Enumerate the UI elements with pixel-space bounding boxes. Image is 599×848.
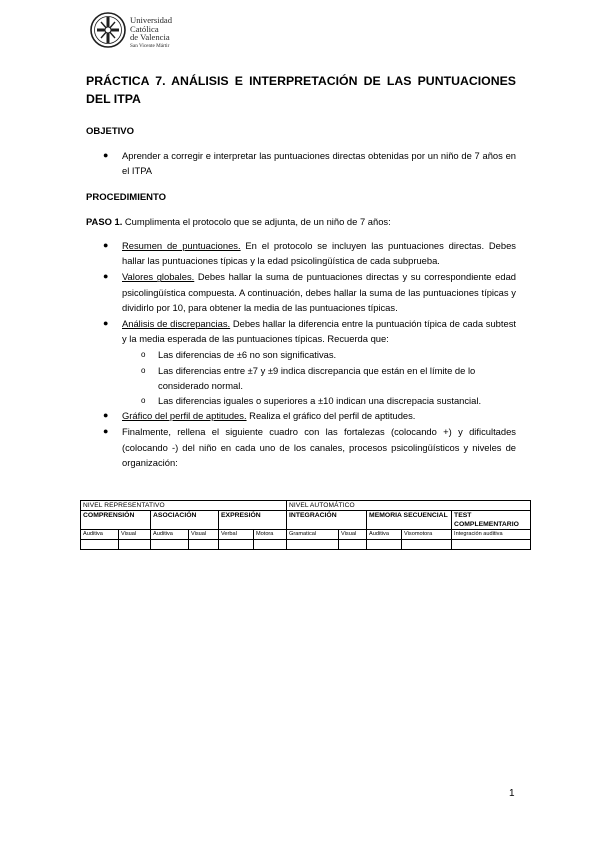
list-item [86,316,516,346]
step-text: En el protocolo se incluyen las puntuaciones directas. Debes hallar las puntuaciones típicas y la edad psicolingüística de cada subprueba. [122,240,516,267]
university-seal-icon [90,10,126,50]
step-title: Resumen de puntuaciones. [122,240,241,251]
channel-cell: Verbal [219,530,254,540]
page-title: PRÁCTICA 7. ANÁLISIS E INTERPRETACIÓN DE LAS PUNTUACIONES DEL ITPA [86,74,516,106]
channel-cell: Auditiva [81,530,119,540]
level-automatico-cell: NIVEL AUTOMÁTICO [287,501,531,511]
bullet-icon: ● [103,240,109,250]
table-row [81,511,531,530]
circle-bullet-icon: o [141,350,146,360]
empty-cell[interactable] [452,540,531,550]
empty-cell[interactable] [402,540,452,550]
process-cell-comprension: COMPRENSIÓN [81,511,151,530]
process-cell-asociacion: ASOCIACIÓN [151,511,219,530]
channel-cell: Visual [339,530,367,540]
step-title: Valores globales. [122,271,195,283]
step-text: Debes hallar la suma de puntuaciones directas y su correspondiente edad psicolingüística compuesta. A continuación, debes hallar la suma de las puntuaciones típicas y dividirlo por 10, para obtener la media de las puntuaciones típicas. [122,271,516,313]
step-text: Realiza el gráfico del perfil de aptitudes. [246,410,416,422]
list-item [86,238,516,268]
channel-cell: Visual [189,530,219,540]
strengths-weaknesses-table [80,500,531,550]
logo-line-4: San Vicente Mártir [130,42,170,49]
channel-cell: Auditiva [151,530,189,540]
table-row [81,540,531,550]
bullet-icon: ● [103,426,109,437]
channel-cell: Visomotora [402,530,452,540]
list-item [86,408,516,423]
procedimiento-heading: PROCEDIMIENTO [86,192,167,203]
circle-bullet-icon: o [141,396,146,406]
channel-cell: Gramatical [287,530,339,540]
channel-cell: Motora [254,530,287,540]
empty-cell[interactable] [81,540,119,550]
empty-cell[interactable] [219,540,254,550]
list-item [86,269,516,315]
university-logo [90,10,220,54]
sub-item-text: Las diferencias iguales o superiores a ±10 indican una discrepacia sustancial. [158,395,482,407]
step-text: Debes hallar la diferencia entre la puntuación típica de cada subtest y la media esperada de las puntuaciones típicas. Recuerda que: [122,318,516,345]
table-row [81,501,531,511]
paso-label: PASO 1. [86,216,123,227]
empty-cell[interactable] [287,540,339,550]
process-cell-integracion: INTEGRACIÓN [287,511,367,530]
bullet-icon: ● [103,410,109,421]
level-representativo-cell: NIVEL REPRESENTATIVO [81,501,287,511]
empty-cell[interactable] [189,540,219,550]
empty-cell[interactable] [339,540,367,550]
step-title: Análisis de discrepancias. [122,318,231,330]
bullet-icon: ● [103,271,109,282]
step-title: Gráfico del perfil de aptitudes. [122,410,247,422]
process-cell-test: TEST COMPLEMENTARIO [452,511,531,530]
logo-line-3: de Valencia [130,32,170,42]
circle-bullet-icon: o [141,365,146,375]
logo-line-1: Universidad [130,15,173,25]
objetivo-heading: OBJETIVO [86,126,135,137]
sub-list-item [86,393,516,408]
objetivo-list [86,148,516,178]
empty-cell[interactable] [367,540,402,550]
bullet-icon: ● [103,150,109,160]
process-cell-expresion: EXPRESIÓN [219,511,287,530]
step-text: Finalmente, rellena el siguiente cuadro con las fortalezas (colocando +) y dificultades (colocando -) del niño en cada uno de los canales, procesos psicolingüísticos y niveles de organización: [122,426,516,468]
channel-cell: Auditiva [367,530,402,540]
sub-item-text: Las diferencias entre ±7 y ±9 indica discrepancia que están en el límite de lo considerado normal. [158,364,476,391]
empty-cell[interactable] [151,540,189,550]
sub-item-text: Las diferencias de ±6 no son significativas. [158,349,337,361]
table-row [81,530,531,540]
list-item [86,424,516,470]
channel-cell: Visual [119,530,151,540]
process-cell-memoria: MEMORIA SECUENCIAL [367,511,452,530]
sub-list-item [86,347,516,362]
page-number: 1 [509,788,515,799]
empty-cell[interactable] [119,540,151,550]
objetivo-item-text: Aprender a corregir e interpretar las puntuaciones directas obtenidas por un niño de 7 años en el ITPA [122,150,516,177]
empty-cell[interactable] [254,540,287,550]
steps-list [86,238,516,471]
logo-line-2: Católica [130,23,159,34]
paso-text: Cumplimenta el protocolo que se adjunta, de un niño de 7 años: [122,216,391,227]
list-item [86,148,516,178]
channel-cell: Integración auditiva [452,530,531,540]
bullet-icon: ● [103,318,109,329]
paso-1 [86,214,516,229]
sub-list-item [86,363,516,393]
